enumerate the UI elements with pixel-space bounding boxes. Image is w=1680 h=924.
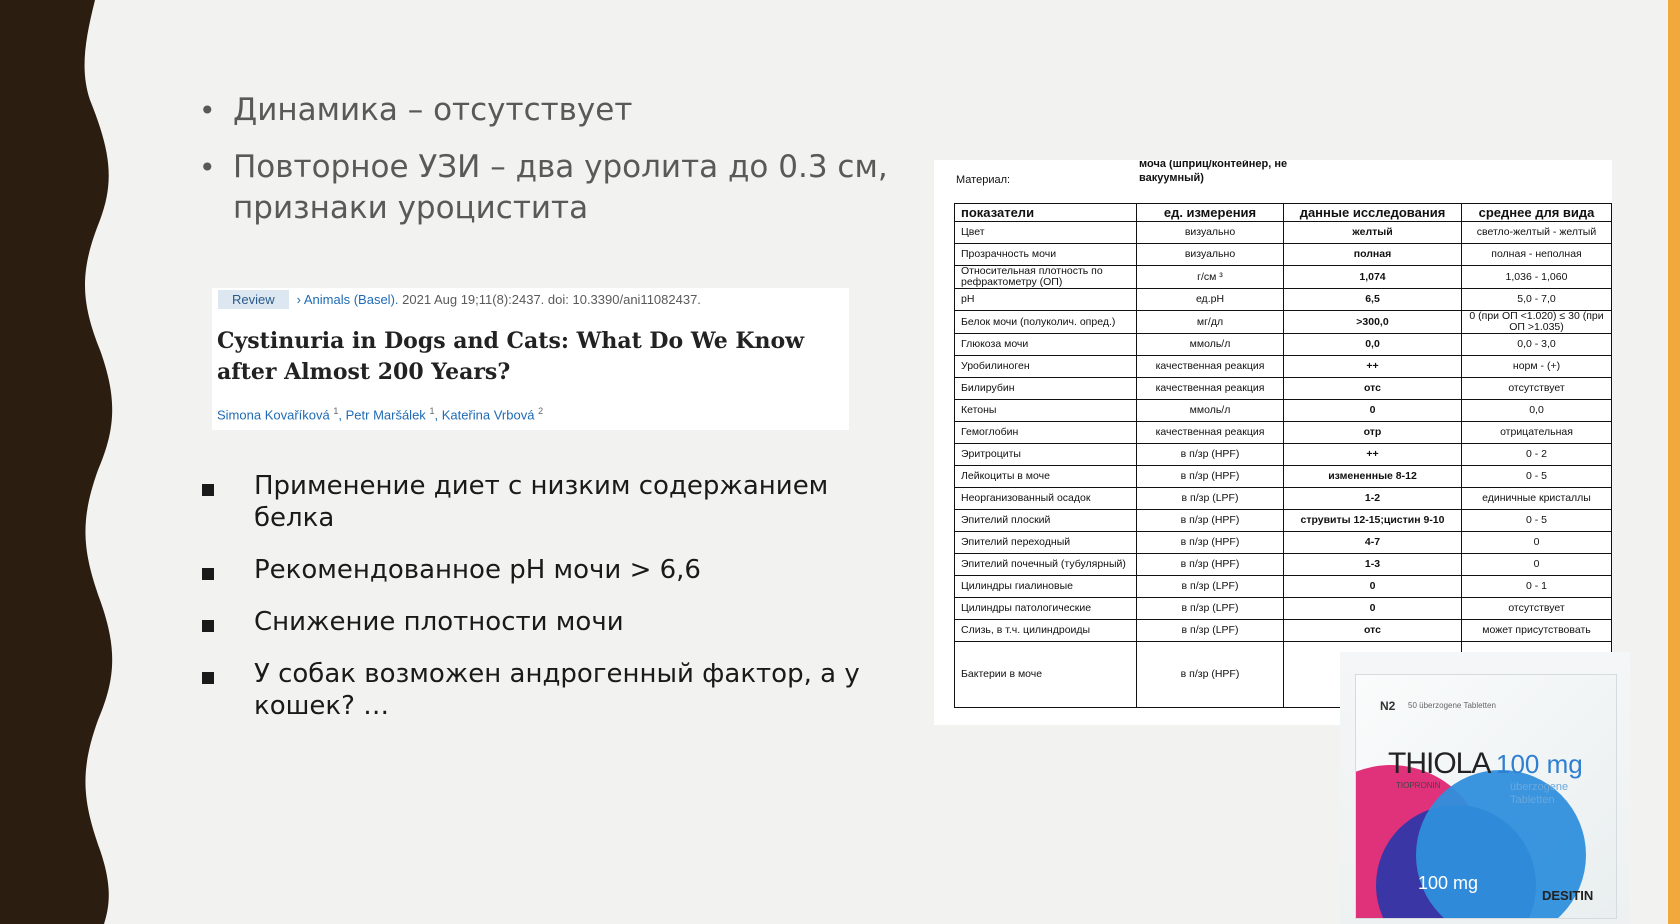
table-row bbox=[955, 266, 1612, 289]
author-link[interactable]: Kateřina Vrbová bbox=[441, 407, 535, 423]
review-badge: Review bbox=[218, 290, 289, 309]
cell-result: 0 bbox=[1284, 598, 1462, 620]
cell-parameter: Уробилиноген bbox=[955, 356, 1137, 378]
author-affiliation: 1 bbox=[333, 406, 339, 416]
generic-name: TIOPRONIN bbox=[1396, 781, 1441, 790]
cell-reference: единичные кристаллы bbox=[1462, 488, 1612, 510]
cell-reference: 5,0 - 7,0 bbox=[1462, 289, 1612, 311]
cell-reference: 0,0 - 3,0 bbox=[1462, 334, 1612, 356]
cell-result: 1-3 bbox=[1284, 554, 1462, 576]
author-link[interactable]: Petr Maršálek bbox=[345, 407, 426, 423]
table-row bbox=[955, 554, 1612, 576]
bullet-androgen-factor: У собак возможен андрогенный фактор, а у кошек? … bbox=[200, 658, 900, 722]
cell-reference: светло-желтый - желтый bbox=[1462, 222, 1612, 244]
cell-result: измененные 8-12 bbox=[1284, 466, 1462, 488]
cell-parameter: Слизь, в т.ч. цилиндроиды bbox=[955, 620, 1137, 642]
cell-reference: 0,0 bbox=[1462, 400, 1612, 422]
medicine-box bbox=[1355, 674, 1617, 919]
cell-result: ++ bbox=[1284, 444, 1462, 466]
urinalysis-table bbox=[954, 203, 1612, 708]
cell-result: 0 bbox=[1284, 400, 1462, 422]
cell-result: отс bbox=[1284, 378, 1462, 400]
bullet-ultrasound: • Повторное УЗИ – два уролита до 0.3 см, признаки уроцистита bbox=[195, 147, 895, 229]
cell-parameter: Прозрачность мочи bbox=[955, 244, 1137, 266]
cell-unit: в п/зр (HPF) bbox=[1137, 532, 1284, 554]
cell-unit: в п/зр (HPF) bbox=[1137, 444, 1284, 466]
material-value: моча (шприц/контейнер, не вакуумный) bbox=[1139, 160, 1288, 184]
cell-reference: отрицательная bbox=[1462, 422, 1612, 444]
bullet-low-protein-diet: Применение диет с низким содержанием белка bbox=[200, 470, 900, 534]
cell-reference: может присутствовать bbox=[1462, 620, 1612, 642]
cell-reference: полная - неполная bbox=[1462, 244, 1612, 266]
cell-unit: г/см ³ bbox=[1137, 266, 1284, 289]
cell-reference: 0 - 1 bbox=[1462, 576, 1612, 598]
material-label: Материал: bbox=[956, 174, 1011, 186]
dosage-form: überzogene Tabletten bbox=[1510, 781, 1569, 806]
cell-unit: в п/зр (HPF) bbox=[1137, 554, 1284, 576]
cell-unit: в п/зр (LPF) bbox=[1137, 598, 1284, 620]
wave-border-decoration bbox=[0, 0, 130, 924]
cell-unit: в п/зр (HPF) bbox=[1137, 642, 1284, 708]
journal-link[interactable]: Animals (Basel). bbox=[303, 292, 399, 307]
table-row bbox=[955, 466, 1612, 488]
cell-parameter: Неорганизованный осадок bbox=[955, 488, 1137, 510]
cell-result: струвиты 12-15;цистин 9-10 bbox=[1284, 510, 1462, 532]
cell-unit: ммоль/л bbox=[1137, 334, 1284, 356]
bullet-dynamics: • Динамика – отсутствует bbox=[195, 90, 895, 131]
article-citation-card bbox=[212, 288, 849, 430]
table-row bbox=[955, 289, 1612, 311]
table-row bbox=[955, 620, 1612, 642]
cell-reference: 0 bbox=[1462, 532, 1612, 554]
table-row bbox=[955, 244, 1612, 266]
cell-parameter: Эпителий переходный bbox=[955, 532, 1137, 554]
recommendation-list bbox=[200, 470, 900, 742]
table-row bbox=[955, 222, 1612, 244]
cell-unit: качественная реакция bbox=[1137, 378, 1284, 400]
table-row bbox=[955, 532, 1612, 554]
cell-unit: качественная реакция bbox=[1137, 422, 1284, 444]
table-row bbox=[955, 334, 1612, 356]
cell-parameter: Бактерии в моче bbox=[955, 642, 1137, 708]
article-authors: Simona Kovaříková $^1$, Petr Maršálek $^1$, Kateřina Vrbová $^2$ bbox=[217, 406, 544, 423]
cell-unit: в п/зр (LPF) bbox=[1137, 488, 1284, 510]
cell-result: 1-2 bbox=[1284, 488, 1462, 510]
cell-unit: ед.pH bbox=[1137, 289, 1284, 311]
cell-reference: 0 - 2 bbox=[1462, 444, 1612, 466]
cell-result: отс bbox=[1284, 620, 1462, 642]
chevron-right-icon: › bbox=[296, 292, 301, 307]
cell-parameter: Кетоны bbox=[955, 400, 1137, 422]
table-row bbox=[955, 356, 1612, 378]
cell-parameter: Цилиндры гиалиновые bbox=[955, 576, 1137, 598]
table-header-row bbox=[955, 204, 1612, 222]
cell-unit: в п/зр (HPF) bbox=[1137, 510, 1284, 532]
cell-parameter: Лейкоциты в моче bbox=[955, 466, 1137, 488]
header-parameter: показатели bbox=[955, 204, 1137, 222]
cell-reference: 0 bbox=[1462, 554, 1612, 576]
cell-parameter: Эпителий плоский bbox=[955, 510, 1137, 532]
author-affiliation: 2 bbox=[538, 406, 544, 416]
table-row bbox=[955, 488, 1612, 510]
article-meta bbox=[218, 290, 701, 309]
cell-parameter: Цвет bbox=[955, 222, 1137, 244]
dose-label: 100 mg bbox=[1496, 749, 1583, 779]
cell-parameter: Цилиндры патологические bbox=[955, 598, 1137, 620]
table-row bbox=[955, 400, 1612, 422]
cell-parameter: Эпителий почечный (тубулярный) bbox=[955, 554, 1137, 576]
bullet-urine-ph: Рекомендованное pH мочи > 6,6 bbox=[200, 554, 900, 586]
cell-unit: качественная реакция bbox=[1137, 356, 1284, 378]
cell-unit: ммоль/л bbox=[1137, 400, 1284, 422]
cell-reference: 0 (при ОП <1.020) ≤ 30 (при ОП >1.035) bbox=[1462, 311, 1612, 334]
cell-result: желтый bbox=[1284, 222, 1462, 244]
cell-reference: норм - (+) bbox=[1462, 356, 1612, 378]
cell-parameter: Белок мочи (полуколич. опред.) bbox=[955, 311, 1137, 334]
cell-result: 0,0 bbox=[1284, 334, 1462, 356]
header-result: данные исследования bbox=[1284, 204, 1462, 222]
thiola-medicine-photo bbox=[1340, 652, 1630, 924]
table-row bbox=[955, 378, 1612, 400]
cell-result: полная bbox=[1284, 244, 1462, 266]
cell-result: 4-7 bbox=[1284, 532, 1462, 554]
cell-parameter: Эритроциты bbox=[955, 444, 1137, 466]
cell-result: 1,074 bbox=[1284, 266, 1462, 289]
cell-result: 0 bbox=[1284, 576, 1462, 598]
dose-label-small: 100 mg bbox=[1418, 873, 1479, 893]
tablet-count: 50 überzogene Tabletten bbox=[1408, 701, 1496, 710]
cell-parameter: Глюкоза мочи bbox=[955, 334, 1137, 356]
cell-result: ++ bbox=[1284, 356, 1462, 378]
table-row bbox=[955, 422, 1612, 444]
cell-result: 6,5 bbox=[1284, 289, 1462, 311]
cell-unit: визуально bbox=[1137, 222, 1284, 244]
cell-result: отр bbox=[1284, 422, 1462, 444]
article-citation: 2021 Aug 19;11(8):2437. doi: 10.3390/ani11082437. bbox=[402, 292, 701, 307]
urinalysis-table-body bbox=[955, 222, 1612, 708]
table-row bbox=[955, 576, 1612, 598]
author-link[interactable]: Simona Kovaříková bbox=[217, 407, 330, 423]
cell-reference: 0 - 5 bbox=[1462, 466, 1612, 488]
cell-reference: 1,036 - 1,060 bbox=[1462, 266, 1612, 289]
table-row bbox=[955, 598, 1612, 620]
table-row bbox=[955, 510, 1612, 532]
cell-unit: в п/зр (HPF) bbox=[1137, 466, 1284, 488]
header-unit: ед. измерения bbox=[1137, 204, 1284, 222]
cell-unit: мг/дл bbox=[1137, 311, 1284, 334]
cell-parameter: Билирубин bbox=[955, 378, 1137, 400]
cell-reference: отсутствует bbox=[1462, 598, 1612, 620]
header-reference: среднее для вида bbox=[1462, 204, 1612, 222]
pack-size: N2 bbox=[1380, 699, 1396, 713]
accent-stripe bbox=[1668, 0, 1680, 924]
cell-parameter: pH bbox=[955, 289, 1137, 311]
cell-result: >300,0 bbox=[1284, 311, 1462, 334]
article-title: Cystinuria in Dogs and Cats: What Do We Know after Almost 200 Years? bbox=[217, 328, 805, 385]
author-affiliation: 1 bbox=[429, 406, 435, 416]
cell-reference: 0 - 5 bbox=[1462, 510, 1612, 532]
cell-unit: в п/зр (LPF) bbox=[1137, 576, 1284, 598]
cell-parameter: Гемоглобин bbox=[955, 422, 1137, 444]
cell-unit: в п/зр (LPF) bbox=[1137, 620, 1284, 642]
table-row bbox=[955, 444, 1612, 466]
top-bullet-list bbox=[195, 90, 895, 245]
brand-name: THIOLA bbox=[1388, 747, 1491, 780]
bullet-urine-density: Снижение плотности мочи bbox=[200, 606, 900, 638]
cell-reference: отсутствует bbox=[1462, 378, 1612, 400]
manufacturer-logo: DESITIN bbox=[1542, 888, 1594, 903]
urinalysis-table-image bbox=[934, 160, 1612, 725]
cell-unit: визуально bbox=[1137, 244, 1284, 266]
table-row bbox=[955, 311, 1612, 334]
cell-parameter: Относительная плотность по рефрактометру (ОП) bbox=[955, 266, 1137, 289]
